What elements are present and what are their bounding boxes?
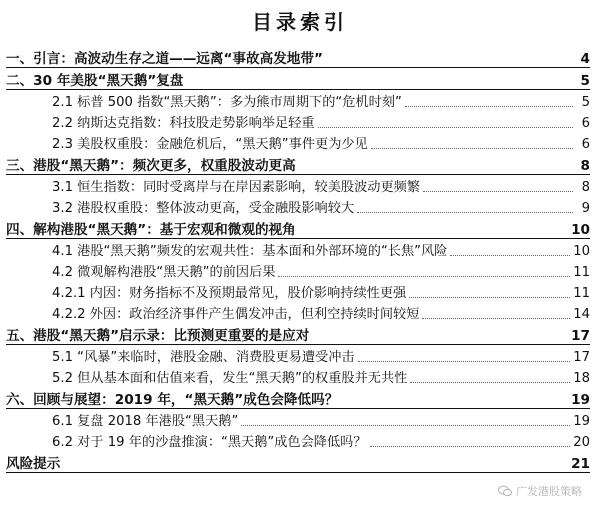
toc-entry[interactable] (6, 111, 590, 132)
toc-entry-page: 5 (580, 73, 590, 89)
toc-entry-label: 风险提示 (6, 456, 61, 472)
toc-entry-label: 2.3 美股权重股：金融危机后，“黑天鹅”事件更为少见 (52, 137, 368, 152)
toc-entry-label: 4.2.1 内因：财务指标不及预期最常见，股价影响持续性更强 (52, 286, 407, 301)
toc-entry[interactable] (6, 68, 590, 90)
watermark-text: 广发港股策略 (516, 485, 582, 498)
toc-entry-label: 一、引言：高波动生存之道——远离“事故高发地带” (6, 51, 323, 67)
toc-entry-label: 4.1 港股“黑天鹅”频发的宏观共性：基本面和外部环境的“长焦”风险 (52, 244, 448, 259)
toc-entry[interactable] (6, 281, 590, 302)
toc-leader-dots (370, 446, 571, 447)
toc-entry[interactable] (6, 366, 590, 387)
toc-entry-page: 11 (573, 286, 590, 301)
toc-entry-label: 三、港股“黑天鹅”：频次更多，权重股波动更高 (6, 158, 296, 174)
toc-entry-label: 5.2 但从基本面和估值来看，发生“黑天鹅”的权重股并无共性 (52, 371, 408, 386)
toc-entry-label: 六、回顾与展望：2019 年，“黑天鹅”成色会降低吗？ (6, 392, 339, 408)
toc-entry[interactable] (6, 217, 590, 239)
toc-entry-label: 6.1 复盘 2018 年港股“黑天鹅” (52, 414, 239, 429)
toc-entry-label: 四、解构港股“黑天鹅”：基于宏观和微观的视角 (6, 222, 296, 238)
toc-entry-page: 17 (573, 350, 590, 365)
toc-entry-label: 二、30 年美股“黑天鹅”复盘 (6, 73, 184, 89)
toc-leader-dots (241, 425, 570, 426)
toc-entry-label: 6.2 对于 19 年的沙盘推演：“黑天鹅”成色会降低吗？ (52, 435, 367, 450)
toc-entry[interactable] (6, 132, 590, 153)
toc-entry-label: 4.2 微观解构港股“黑天鹅”的前因后果 (52, 265, 276, 280)
toc-entry-label: 4.2.2 外因：政治经济事件产生偶发冲击，但利空持续时间较短 (52, 307, 420, 322)
toc-entry-page: 19 (571, 392, 590, 408)
toc-entry-page: 8 (580, 158, 590, 174)
toc-entry-label: 2.2 纳斯达克指数：科技股走势影响举足轻重 (52, 116, 315, 131)
toc-entry-page: 4 (580, 51, 590, 67)
toc-entry[interactable] (6, 302, 590, 323)
toc-entry[interactable] (6, 196, 590, 217)
toc-entry[interactable] (6, 46, 590, 68)
watermark (498, 483, 582, 499)
toc-entry[interactable] (6, 387, 590, 409)
toc-entry-page: 5 (581, 95, 590, 110)
toc-entry-page: 10 (573, 244, 590, 259)
toc-leader-dots (371, 148, 573, 149)
table-of-contents (6, 46, 590, 473)
toc-entry-label: 3.1 恒生指数：同时受离岸与在岸因素影响，较美股波动更频繁 (52, 180, 421, 195)
toc-entry[interactable] (6, 239, 590, 260)
toc-entry[interactable] (6, 451, 590, 473)
toc-entry[interactable] (6, 430, 590, 451)
toc-leader-dots (405, 106, 573, 107)
toc-entry-page: 19 (573, 414, 590, 429)
toc-entry-page: 8 (581, 180, 590, 195)
toc-entry-label: 2.1 标普 500 指数“黑天鹅”：多为熊市周期下的“危机时刻” (52, 95, 402, 110)
toc-entry[interactable] (6, 409, 590, 430)
toc-leader-dots (410, 382, 570, 383)
toc-entry-label: 五、港股“黑天鹅”启示录：比预测更重要的是应对 (6, 328, 310, 344)
toc-entry-page: 17 (571, 328, 590, 344)
toc-entry[interactable] (6, 260, 590, 281)
toc-entry-page: 6 (581, 116, 590, 131)
toc-leader-dots (358, 361, 571, 362)
toc-entry[interactable] (6, 175, 590, 196)
toc-entry-page: 18 (573, 371, 590, 386)
toc-leader-dots (422, 318, 570, 319)
toc-leader-dots (278, 276, 570, 277)
toc-entry-page: 9 (581, 201, 590, 216)
toc-entry[interactable] (6, 90, 590, 111)
toc-entry[interactable] (6, 153, 590, 175)
toc-entry[interactable] (6, 323, 590, 345)
wechat-icon (498, 485, 512, 497)
toc-entry-page: 11 (573, 265, 590, 280)
toc-entry-page: 6 (581, 137, 590, 152)
page-title: 目录索引 (252, 10, 348, 34)
toc-entry-page: 20 (573, 435, 590, 450)
toc-entry-page: 21 (571, 456, 590, 472)
toc-entry-label: 5.1 “风暴”来临时，港股金融、消费股更易遭受冲击 (52, 350, 355, 365)
toc-leader-dots (409, 297, 570, 298)
toc-entry[interactable] (6, 345, 590, 366)
toc-leader-dots (318, 127, 573, 128)
toc-leader-dots (357, 212, 573, 213)
toc-leader-dots (423, 191, 573, 192)
toc-entry-label: 3.2 港股权重股：整体波动更高，受金融股影响较大 (52, 201, 355, 216)
toc-entry-page: 14 (573, 307, 590, 322)
toc-entry-page: 10 (571, 222, 590, 238)
toc-leader-dots (450, 255, 570, 256)
